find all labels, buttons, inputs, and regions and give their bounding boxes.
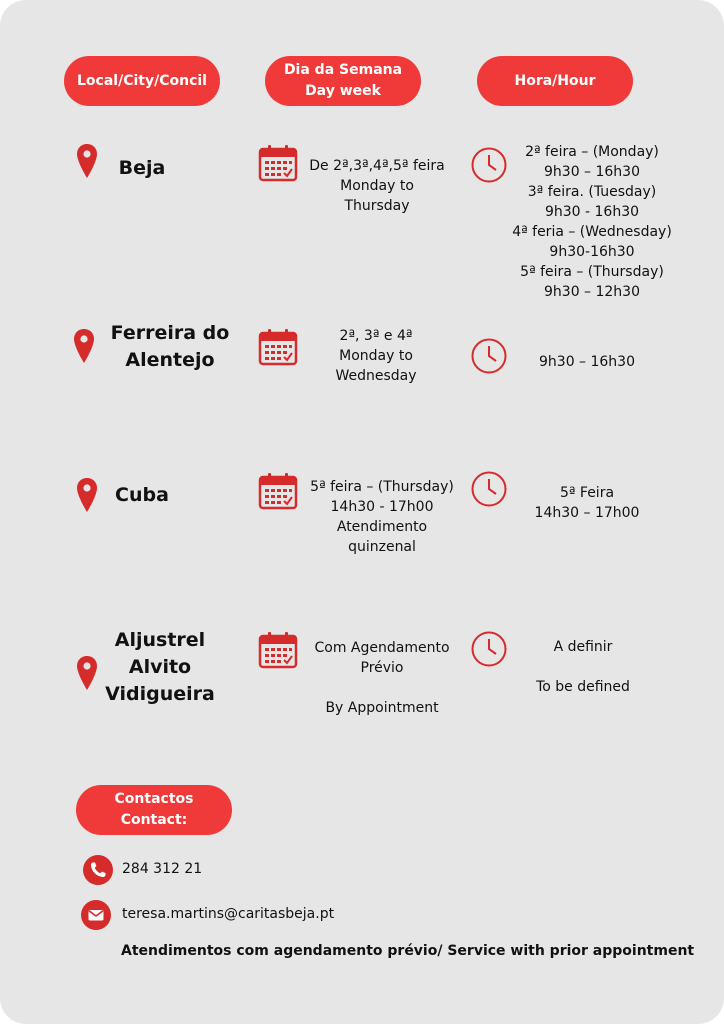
email-address[interactable]: teresa.martins@caritasbeja.pt bbox=[122, 906, 335, 922]
header-day: Dia da Semana Day week bbox=[265, 56, 421, 106]
days-text: 2ª, 3ª e 4ª Monday to Wednesday bbox=[335, 328, 417, 384]
phone-number[interactable]: 284 312 21 bbox=[122, 861, 203, 877]
clock-icon bbox=[470, 470, 508, 508]
hours-text: A definir To be defined bbox=[536, 639, 630, 695]
place-name: Beja bbox=[118, 157, 166, 179]
location-pin-icon bbox=[76, 655, 98, 691]
place-name: Aljustrel Alvito Vidigueira bbox=[105, 629, 215, 705]
location-pin-icon bbox=[73, 328, 95, 364]
hours-text: 5ª Feira 14h30 – 17h00 bbox=[534, 485, 640, 521]
header-local: Local/City/Concil bbox=[64, 56, 220, 106]
footer-note: Atendimentos com agendamento prévio/ Service with prior appointment bbox=[121, 943, 695, 959]
calendar-icon bbox=[258, 630, 298, 670]
calendar-icon bbox=[258, 143, 298, 183]
location-pin-icon bbox=[76, 143, 98, 179]
hours-text: 9h30 – 16h30 bbox=[539, 354, 635, 370]
contacts-title: Contactos Contact: bbox=[76, 785, 232, 835]
place-name: Ferreira do Alentejo bbox=[110, 322, 230, 371]
location-pin-icon bbox=[76, 477, 98, 513]
days-text: Com Agendamento Prévio By Appointment bbox=[314, 640, 450, 716]
place-name: Cuba bbox=[115, 484, 169, 506]
calendar-icon bbox=[258, 327, 298, 367]
hours-text: 2ª feira – (Monday) 9h30 – 16h30 3ª feira. (Tuesday) 9h30 - 16h30 4ª feria – (Wednesday) 9h30-16h30 5ª feira – (Thursday) 9h30 – 12h30 bbox=[512, 144, 672, 300]
clock-icon bbox=[470, 337, 508, 375]
header-hour: Hora/Hour bbox=[477, 56, 633, 106]
mail-icon bbox=[81, 900, 111, 930]
clock-icon bbox=[470, 630, 508, 668]
days-text: 5ª feira – (Thursday) 14h30 - 17h00 Atendimento quinzenal bbox=[310, 479, 454, 555]
calendar-icon bbox=[258, 471, 298, 511]
days-text: De 2ª,3ª,4ª,5ª feira Monday to Thursday bbox=[309, 158, 445, 214]
phone-icon bbox=[83, 855, 113, 885]
